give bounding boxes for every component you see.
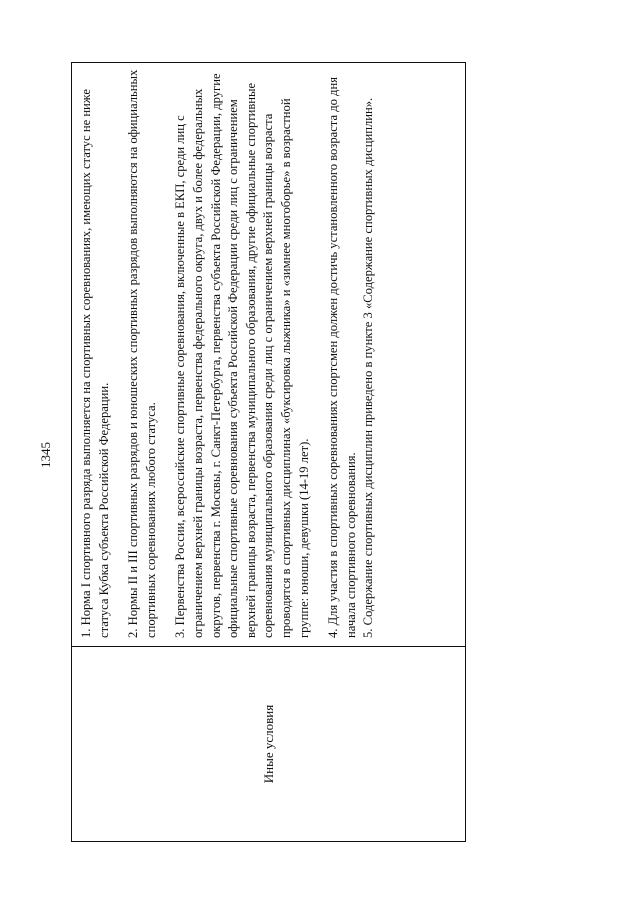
conditions-table <box>71 62 466 842</box>
condition-item-4: 4. Для участия в спортивных соревнованиях спортсмен должен достичь установленного возраста до дня начала спортивного соревнования. <box>326 77 358 638</box>
condition-item-3: 3. Первенства России, всероссийские спортивные соревнования, включенные в ЕКП, среди лиц с ограничением верхней границы возраста, первенства федерального округа, двух и более федеральных округов, первенства г. Москвы, г. Санкт-Петербурга, первенства субъекта Российской Федерации, другие официальные спортивные соревнования субъекта Российской Федерации среди лиц с ограничением верхней границы возраста, первенства муниципального образования, другие официальные спортивные соревнования муниципального образования среди лиц с ограничением верхней границы возраста проводятся в спортивных дисциплинах «буксировка лыжника» и «зимнее многоборье» в возрастной группе: юноши, девушки (14-19 лет). <box>173 73 311 638</box>
rotated-table-container <box>71 62 466 842</box>
condition-item-2: 2. Нормы II и III спортивных разрядов и юношеских спортивных разрядов выполняются на официальных спортивных соревнованиях любого статуса. <box>126 69 158 638</box>
condition-item-1: 1. Норма I спортивного разряда выполняется на спортивных соревнованиях, имеющих статус не ниже статуса Кубка субъекта Российской Федерации. <box>79 89 111 638</box>
row-label-cell <box>72 647 466 842</box>
page-number: 1345 <box>38 442 53 468</box>
row-label: Иные условия <box>260 704 276 784</box>
table-row <box>72 63 466 842</box>
row-content-cell <box>72 63 466 647</box>
condition-item-5: 5. Содержание спортивных дисциплин приведено в пункте 3 «Содержание спортивных дисциплин». <box>361 97 376 638</box>
